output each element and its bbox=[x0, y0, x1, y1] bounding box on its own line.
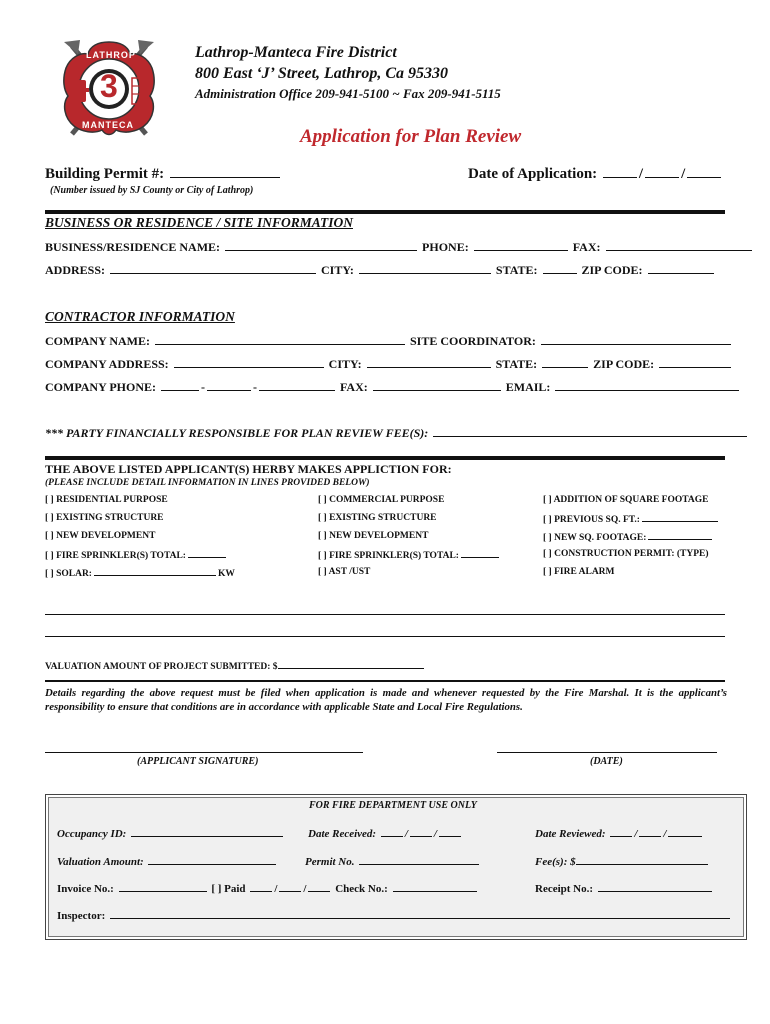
solar-unit-label: KW bbox=[217, 569, 235, 579]
option-label: NEW DEVELOPMENT bbox=[329, 531, 429, 541]
business-address-field[interactable] bbox=[110, 263, 316, 274]
permit-no-label: Permit No. bbox=[305, 856, 355, 868]
fees-field[interactable] bbox=[576, 854, 708, 865]
site-coordinator-label: SITE COORDINATOR: bbox=[409, 334, 536, 348]
date-reviewed-month-field[interactable] bbox=[610, 826, 632, 837]
receipt-no-field[interactable] bbox=[598, 881, 712, 892]
invoice-label: Invoice No.: bbox=[57, 883, 114, 895]
business-phone-label: PHONE: bbox=[422, 240, 469, 254]
section-divider bbox=[45, 456, 725, 460]
application-option bbox=[543, 531, 714, 543]
applicant-signature-line[interactable] bbox=[45, 752, 363, 753]
responsible-party-row bbox=[45, 426, 749, 441]
company-address-label: COMPANY ADDRESS: bbox=[45, 357, 169, 371]
application-option bbox=[543, 513, 720, 525]
fees-label: Fee(s): $ bbox=[535, 856, 576, 868]
responsible-party-field[interactable] bbox=[433, 426, 747, 437]
option-label: ADDITION OF SQUARE FOOTAGE bbox=[553, 495, 709, 505]
company-name-label: COMPANY NAME: bbox=[45, 334, 150, 348]
valuation-amount-field[interactable] bbox=[148, 854, 276, 865]
option-checkbox[interactable]: [ ] bbox=[45, 569, 57, 579]
office-heading: FOR FIRE DEPARTMENT USE ONLY bbox=[309, 800, 477, 811]
date-received-label: Date Received: bbox=[308, 828, 377, 840]
receipt-row bbox=[535, 881, 714, 895]
paid-month-field[interactable] bbox=[250, 881, 272, 892]
option-checkbox[interactable]: [ ] bbox=[318, 551, 330, 561]
option-label: SOLAR: bbox=[56, 569, 92, 579]
business-fax-label: FAX: bbox=[572, 240, 601, 254]
company-phone-prefix-field[interactable] bbox=[207, 380, 251, 391]
option-label: COMMERCIAL PURPOSE bbox=[329, 495, 445, 505]
fees-row bbox=[535, 854, 710, 868]
org-name: Lathrop-Manteca Fire District bbox=[195, 44, 397, 61]
signature-date-line[interactable] bbox=[497, 752, 717, 753]
option-checkbox[interactable]: [ ] bbox=[543, 567, 555, 577]
invoice-row: Invoice No.: [ ] Paid / / Check No.: bbox=[57, 881, 479, 895]
application-option bbox=[45, 531, 155, 541]
contractor-heading: CONTRACTOR INFORMATION bbox=[45, 309, 235, 324]
building-permit-field[interactable] bbox=[170, 167, 280, 178]
option-label: EXISTING STRUCTURE bbox=[56, 513, 164, 523]
option-checkbox[interactable]: [ ] bbox=[543, 549, 555, 559]
business-zip-field[interactable] bbox=[648, 263, 714, 274]
company-state-label: STATE: bbox=[495, 357, 538, 371]
business-state-label: STATE: bbox=[495, 263, 538, 277]
date-month-field[interactable] bbox=[603, 167, 637, 178]
application-option bbox=[45, 549, 228, 561]
company-zip-field[interactable] bbox=[659, 357, 731, 368]
company-state-field[interactable] bbox=[542, 357, 588, 368]
date-received-day-field[interactable] bbox=[410, 826, 432, 837]
option-label: EXISTING STRUCTURE bbox=[329, 513, 437, 523]
option-detail-field[interactable] bbox=[461, 549, 499, 558]
details-paragraph: Details regarding the above request must be filed when application is made and whenever requested by the Fire Marshal. It is the applicant’s responsibility to ensure that conditions are in accordance with applicable State and Local Fire Regulations. bbox=[45, 687, 727, 713]
company-address-row bbox=[45, 357, 733, 372]
application-option bbox=[543, 567, 615, 577]
date-received-month-field[interactable] bbox=[381, 826, 403, 837]
application-option bbox=[318, 495, 444, 505]
business-state-field[interactable] bbox=[543, 263, 577, 274]
company-name-row bbox=[45, 334, 733, 349]
application-option bbox=[318, 567, 370, 577]
paid-checkbox[interactable]: [ ] Paid bbox=[211, 883, 246, 895]
application-option bbox=[543, 549, 709, 559]
check-no-label: Check No.: bbox=[335, 883, 388, 895]
company-zip-label: ZIP CODE: bbox=[593, 357, 655, 371]
company-phone-line-field[interactable] bbox=[259, 380, 335, 391]
option-checkbox[interactable]: [ ] bbox=[318, 513, 330, 523]
application-option bbox=[543, 495, 708, 505]
business-name-label: BUSINESS/RESIDENCE NAME: bbox=[45, 240, 221, 254]
responsible-party-label: *** PARTY FINANCIALLY RESPONSIBLE FOR PLAN REVIEW FEE(S): bbox=[45, 426, 429, 440]
company-city-field[interactable] bbox=[367, 357, 491, 368]
fire-district-logo bbox=[58, 38, 160, 140]
business-zip-label: ZIP CODE: bbox=[581, 263, 643, 277]
company-address-field[interactable] bbox=[174, 357, 324, 368]
option-label: RESIDENTIAL PURPOSE bbox=[56, 495, 168, 505]
valuation-label: VALUATION AMOUNT OF PROJECT SUBMITTED: $ bbox=[45, 662, 278, 672]
option-detail-field[interactable] bbox=[642, 513, 718, 522]
date-of-application-label: Date of Application: bbox=[468, 166, 598, 182]
company-name-field[interactable] bbox=[155, 334, 405, 345]
applicant-signature-label: (APPLICANT SIGNATURE) bbox=[137, 756, 259, 767]
application-option bbox=[318, 549, 501, 561]
company-fax-label: FAX: bbox=[339, 380, 368, 394]
option-checkbox[interactable]: [ ] bbox=[318, 495, 330, 505]
page-title: Application for Plan Review bbox=[300, 126, 522, 147]
permit-no-row bbox=[305, 854, 481, 868]
business-city-label: CITY: bbox=[321, 263, 354, 277]
section-divider bbox=[45, 680, 725, 682]
permit-no-field[interactable] bbox=[359, 854, 479, 865]
valuation-row bbox=[45, 658, 426, 672]
business-phone-field[interactable] bbox=[474, 240, 568, 251]
application-option bbox=[318, 513, 437, 523]
date-reviewed-day-field[interactable] bbox=[639, 826, 661, 837]
building-permit-row bbox=[45, 166, 282, 183]
receipt-no-label: Receipt No.: bbox=[535, 883, 594, 895]
valuation-amount-row bbox=[57, 854, 278, 868]
invoice-field[interactable] bbox=[119, 881, 207, 892]
option-checkbox[interactable]: [ ] bbox=[45, 513, 57, 523]
date-reviewed-row: Date Reviewed: / / bbox=[535, 826, 704, 840]
company-email-field[interactable] bbox=[555, 380, 739, 391]
detail-line-1[interactable] bbox=[45, 614, 725, 615]
option-label: AST /UST bbox=[328, 567, 371, 577]
option-checkbox[interactable]: [ ] bbox=[543, 533, 555, 543]
occupancy-id-field[interactable] bbox=[131, 826, 283, 837]
inspector-field[interactable] bbox=[110, 908, 730, 919]
option-checkbox[interactable]: [ ] bbox=[543, 495, 554, 505]
detail-line-2[interactable] bbox=[45, 636, 725, 637]
inspector-row bbox=[57, 908, 732, 922]
option-label: CONSTRUCTION PERMIT: (TYPE) bbox=[554, 549, 709, 559]
valuation-field[interactable] bbox=[278, 658, 424, 669]
business-address-label: ADDRESS: bbox=[45, 263, 106, 277]
paid-year-field[interactable] bbox=[308, 881, 330, 892]
building-permit-label: Building Permit #: bbox=[45, 166, 165, 182]
section-divider bbox=[45, 210, 725, 214]
check-no-field[interactable] bbox=[393, 881, 477, 892]
option-detail-field[interactable] bbox=[188, 549, 226, 558]
date-day-field[interactable] bbox=[645, 167, 679, 178]
date-reviewed-label: Date Reviewed: bbox=[535, 828, 606, 840]
date-received-row: Date Received: / / bbox=[308, 826, 463, 840]
logo-bottom-text: MANTECA bbox=[82, 120, 134, 130]
business-fax-field[interactable] bbox=[606, 240, 752, 251]
application-heading: THE ABOVE LISTED APPLICANT(S) HERBY MAKES APPLICTION FOR: bbox=[45, 462, 452, 476]
logo-top-text: LATHROP bbox=[86, 50, 136, 60]
date-of-application-row: Date of Application: / / bbox=[468, 166, 723, 183]
business-city-field[interactable] bbox=[359, 263, 491, 274]
application-option bbox=[45, 495, 168, 505]
application-subheading: (PLEASE INCLUDE DETAIL INFORMATION IN LINES PROVIDED BELOW) bbox=[45, 478, 370, 488]
business-heading: BUSINESS OR RESIDENCE / SITE INFORMATION bbox=[45, 215, 353, 230]
date-received-year-field[interactable] bbox=[439, 826, 461, 837]
option-label: FIRE SPRINKLER(S) TOTAL: bbox=[329, 551, 459, 561]
option-checkbox[interactable]: [ ] bbox=[318, 567, 329, 577]
option-label: FIRE ALARM bbox=[554, 567, 615, 577]
company-phone-label: COMPANY PHONE: bbox=[45, 380, 156, 394]
company-phone-row: COMPANY PHONE: - - FAX: EMAIL: bbox=[45, 380, 741, 395]
date-year-field[interactable] bbox=[687, 167, 721, 178]
business-name-row bbox=[45, 240, 754, 255]
site-coordinator-field[interactable] bbox=[541, 334, 731, 345]
paid-day-field[interactable] bbox=[279, 881, 301, 892]
option-label: NEW DEVELOPMENT bbox=[56, 531, 156, 541]
signature-date-label: (DATE) bbox=[590, 756, 623, 767]
occupancy-id-label: Occupancy ID: bbox=[57, 828, 127, 840]
company-email-label: EMAIL: bbox=[505, 380, 551, 394]
org-address: 800 East ‘J’ Street, Lathrop, Ca 95330 bbox=[195, 65, 449, 82]
application-option bbox=[45, 567, 235, 579]
application-option bbox=[318, 531, 428, 541]
option-checkbox[interactable]: [ ] bbox=[45, 531, 57, 541]
option-label: PREVIOUS SQ. FT.: bbox=[554, 515, 640, 525]
business-address-row bbox=[45, 263, 716, 278]
option-label: NEW SQ. FOOTAGE: bbox=[554, 533, 647, 543]
inspector-label: Inspector: bbox=[57, 910, 106, 922]
option-detail-field[interactable] bbox=[648, 531, 712, 540]
valuation-amount-label: Valuation Amount: bbox=[57, 856, 144, 868]
date-reviewed-year-field[interactable] bbox=[668, 826, 702, 837]
company-city-label: CITY: bbox=[328, 357, 362, 371]
occupancy-id-row bbox=[57, 826, 285, 840]
company-phone-area-field[interactable] bbox=[161, 380, 199, 391]
option-detail-field[interactable] bbox=[94, 567, 216, 576]
org-phones: Administration Office 209-941-5100 ~ Fax 209-941-5115 bbox=[195, 86, 501, 101]
permit-note: (Number issued by SJ County or City of Lathrop) bbox=[50, 185, 254, 196]
option-checkbox[interactable]: [ ] bbox=[45, 495, 57, 505]
application-option bbox=[45, 513, 164, 523]
logo-number: 3 bbox=[100, 68, 118, 104]
company-fax-field[interactable] bbox=[373, 380, 501, 391]
business-name-field[interactable] bbox=[225, 240, 417, 251]
option-checkbox[interactable]: [ ] bbox=[45, 551, 57, 561]
option-label: FIRE SPRINKLER(S) TOTAL: bbox=[56, 551, 186, 561]
option-checkbox[interactable]: [ ] bbox=[543, 515, 555, 525]
option-checkbox[interactable]: [ ] bbox=[318, 531, 330, 541]
